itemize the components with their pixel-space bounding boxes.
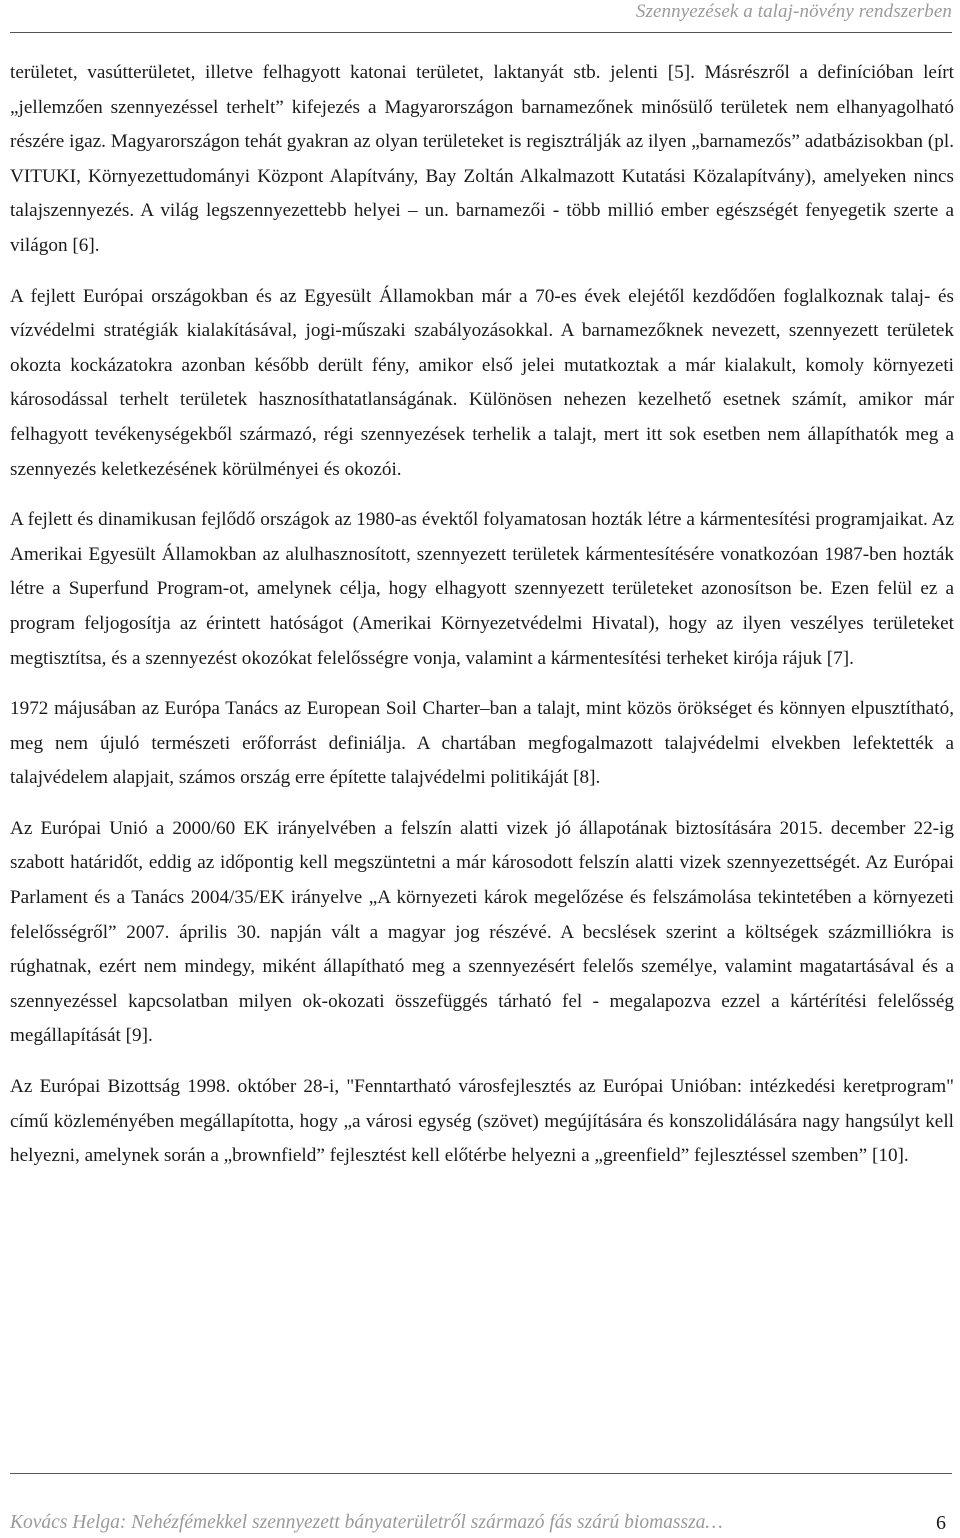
page-footer — [10, 1473, 952, 1534]
paragraph-1: területet, vasútterületet, illetve felhagyott katonai területet, laktanyát stb. jelenti [5]. Másrészről a definícióban leírt „jellemzően szennyezéssel terhelt” kifejezés a Magyarországon barnamezőnek minősülő területek nem elhanyagolható részére igaz. Magyarországon tehát gyakran az olyan területeket is regisztrálják az ilyen „barnamezős” adatbázisokban (pl. VITUKI, Környezettudományi Központ Alapítvány, Bay Zoltán Alkalmazott Kutatási Közalapítvány), amelyeken nincs talajszennyezés. A világ legszennyezettebb helyei – un. barnamezői - több millió ember egészségét fenyegetik szerte a világon [6]. — [10, 62, 954, 256]
paragraph-4: 1972 májusában az Európa Tanács az European Soil Charter–ban a talajt, mint közös örökséget és könnyen elpusztítható, meg nem újuló természeti erőforrást definiálja. A chartában megfogalmazott talajvédelmi elvekben lefektették a talajvédelem alapjait, számos ország erre építette talajvédelmi politikáját [8]. — [10, 698, 954, 789]
paragraph-2: A fejlett Európai országokban és az Egyesült Államokban már a 70-es évek elejétől kezdődően foglalkoznak talaj- és vízvédelmi stratégiák kialakításával, jogi-műszaki szabályozásokkal. A barnamezőknek nevezett, szennyezett területek okozta kockázatokra azonban később derült fény, amikor első jelei mutatkoztak a már kialakult, komoly környezeti károsodással terhelt területek hasznosíthatatlanságának. Különösen nehezen kezelhető esetnek számít, amikor már felhagyott tevékenységekből származó, régi szennyezések terhelik a talajt, mert itt sok esetben nem állapíthatók meg a szennyezés keletkezésének körülményei és okozói. — [10, 285, 954, 480]
footer-author-title: Kovács Helga: Nehézfémekkel szennyezett bányaterületről származó fás szárú biomassza… — [10, 1512, 723, 1533]
running-header — [10, 0, 952, 33]
paragraph-6: Az Európai Bizottság 1998. október 28-i, "Fenntartható városfejlesztés az Európai Unióban: intézkedési keretprogram" című közleményében megállapította, hogy „a városi egység (szövet) megújítására és konszolidálására nagy hangsúlyt kell helyezni, amelynek során a „brownfield” fejlesztést kell előtérbe helyezni a „greenfield” fejlesztéssel szemben” [10]. — [10, 1076, 954, 1167]
document-body — [10, 56, 954, 1190]
page-number: 6 — [936, 1512, 946, 1534]
paragraph-3: A fejlett és dinamikusan fejlődő országok az 1980-as évektől folyamatosan hozták létre a kármentesítési programjaikat. Az Amerikai Egyesült Államokban az alulhasznosított, szennyezett területek kármentesítésére vonatkozóan 1987-ben hozták létre a Superfund Program-ot, amelynek célja, hogy elhagyott szennyezett területeket azonosítson be. Ezen felül ez a program feljogosítja az érintett hatóságot (Amerikai Környezetvédelmi Hivatal), hogy az ilyen veszélyes területeket megtisztítsa, és a szennyezést okozókat felelősségre vonja, valamint a kármentesítési terheket kirója rájuk [7]. — [10, 509, 954, 669]
paragraph-5: Az Európai Unió a 2000/60 EK irányelvében a felszín alatti vizek jó állapotának biztosítására 2015. december 22-ig szabott határidőt, eddig az időpontig kell megszüntetni a már károsodott felszín alatti vizek szennyezettségét. Az Európai Parlament és a Tanács 2004/35/EK irányelve „A környezeti károk megelőzése és felszámolása tekintetében a környezeti felelősségről” 2007. április 30. napján vált a magyar jog részévé. A becslések szerint a költségek százmilliókra is rúghatnak, ezért nem mindegy, miként állapítható meg a szennyezésért felelős személye, valamint magatartásával és a szennyezéssel kapcsolatban milyen ok-okozati összefüggés tárható fel - megalapozva ezzel a kártérítési felelősség megállapítását [9]. — [10, 817, 954, 1047]
running-header-title: Szennyezések a talaj-növény rendszerben — [635, 1, 952, 22]
